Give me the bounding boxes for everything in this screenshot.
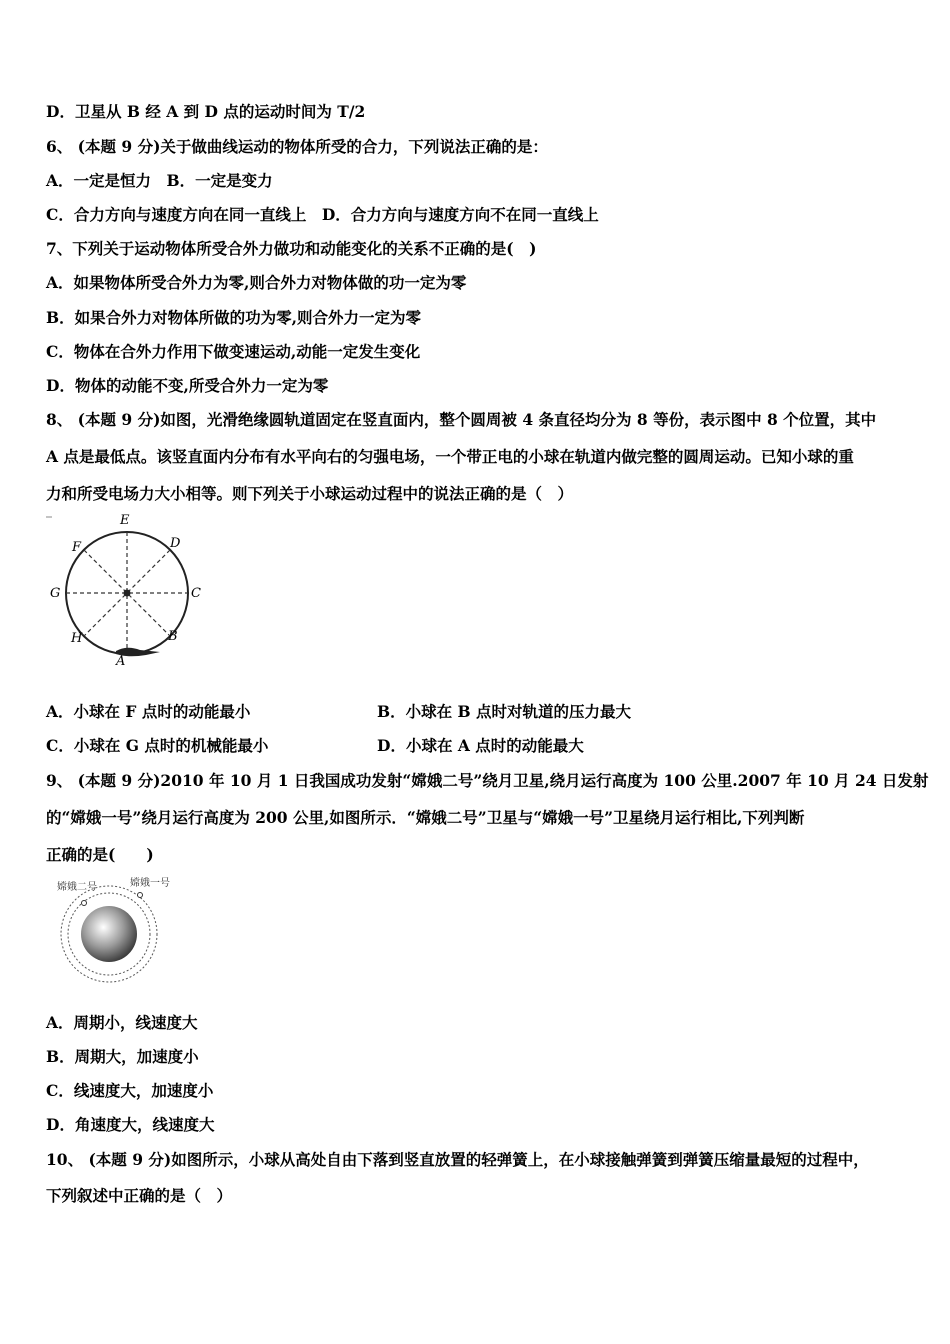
q9-stem-line2: 的“嫦娥一号”绕月运行高度为 200 公里,如图所示．“嫦娥二号”卫星与“嫦娥一号”卫星绕月运行相比,下列判断 [46,808,805,827]
q9-stem-line3: 正确的是( ) [46,845,154,864]
label-c: C [191,586,201,601]
q7-option-c: C．物体在合外力作用下做变速运动,动能一定发生变化 [46,342,421,361]
q9-orbit-figure [52,872,182,992]
label-a: A [116,654,126,669]
q7-stem: 7、下列关于运动物体所受合外力做功和动能变化的关系不正确的是( ) [46,239,537,258]
q7-option-b: B．如果合外力对物体所做的功为零,则合外力一定为零 [46,308,421,327]
q8-circle-track-figure [40,512,215,670]
q8-option-b: B．小球在 B 点时对轨道的压力最大 [377,702,631,721]
q8-stem-line1: 8、 (本题 9 分)如图，光滑绝缘圆轨道固定在竖直面内，整个圆周被 4 条直径均分为 8 等份，表示图中 8 个位置，其中 [46,410,877,429]
q10-stem-line1: 10、 (本题 9 分)如图所示，小球从高处自由下落到竖直放置的轻弹簧上，在小球接触弹簧到弹簧压缩量最短的过程中， [46,1150,869,1169]
label-h: H [71,631,83,646]
chang-e2-satellite [82,901,87,906]
q9-option-b: B．周期大，加速度小 [46,1047,199,1066]
q9-option-a: A．周期小，线速度大 [46,1013,198,1032]
label-d: D [170,536,181,551]
q9-option-d: D．角速度大，线速度大 [46,1115,215,1134]
q8-option-d: D．小球在 A 点时的动能最大 [377,736,584,755]
q8-stem-line2: A 点是最低点。该竖直面内分布有水平向右的匀强电场，一个带正电的小球在轨道内做完整的圆周运动。已知小球的重 [46,447,854,466]
q6-stem: 6、 (本题 9 分)关于做曲线运动的物体所受的合力，下列说法正确的是： [46,137,548,156]
label-g: G [50,586,61,601]
chang-e1-satellite [138,893,143,898]
q8-option-a: A．小球在 F 点时的动能最小 [46,702,251,721]
q6-options-ab: A．一定是恒力 B．一定是变力 [46,171,273,190]
q6-options-cd: C．合力方向与速度方向在同一直线上 D．合力方向与速度方向不在同一直线上 [46,205,599,224]
q5-option-d: D．卫星从 B 经 A 到 D 点的运动时间为 T/2 [46,102,366,121]
center-point [124,590,131,597]
q9-option-c: C．线速度大，加速度小 [46,1081,214,1100]
q8-stem-line3: 力和所受电场力大小相等。则下列关于小球运动过程中的说法正确的是（ ） [46,484,574,503]
q7-option-a: A．如果物体所受合外力为零,则合外力对物体做的功一定为零 [46,273,467,292]
label-chang-e1: 嫦娥一号 [130,878,170,889]
label-b: B [168,629,178,644]
q10-stem-line2: 下列叙述中正确的是（ ） [46,1186,233,1205]
q7-option-d: D．物体的动能不变,所受合外力一定为零 [46,376,329,395]
label-chang-e2: 嫦娥二号 [57,882,97,893]
label-e: E [120,513,130,528]
q8-option-c: C．小球在 G 点时的机械能最小 [46,736,269,755]
label-f: F [72,540,82,555]
q9-stem-line1: 9、 (本题 9 分)2010 年 10 月 1 日我国成功发射“嫦娥二号”绕月卫星,绕月运行高度为 100 公里.2007 年 10 月 24 日发射 [46,771,929,790]
moon [81,906,137,962]
